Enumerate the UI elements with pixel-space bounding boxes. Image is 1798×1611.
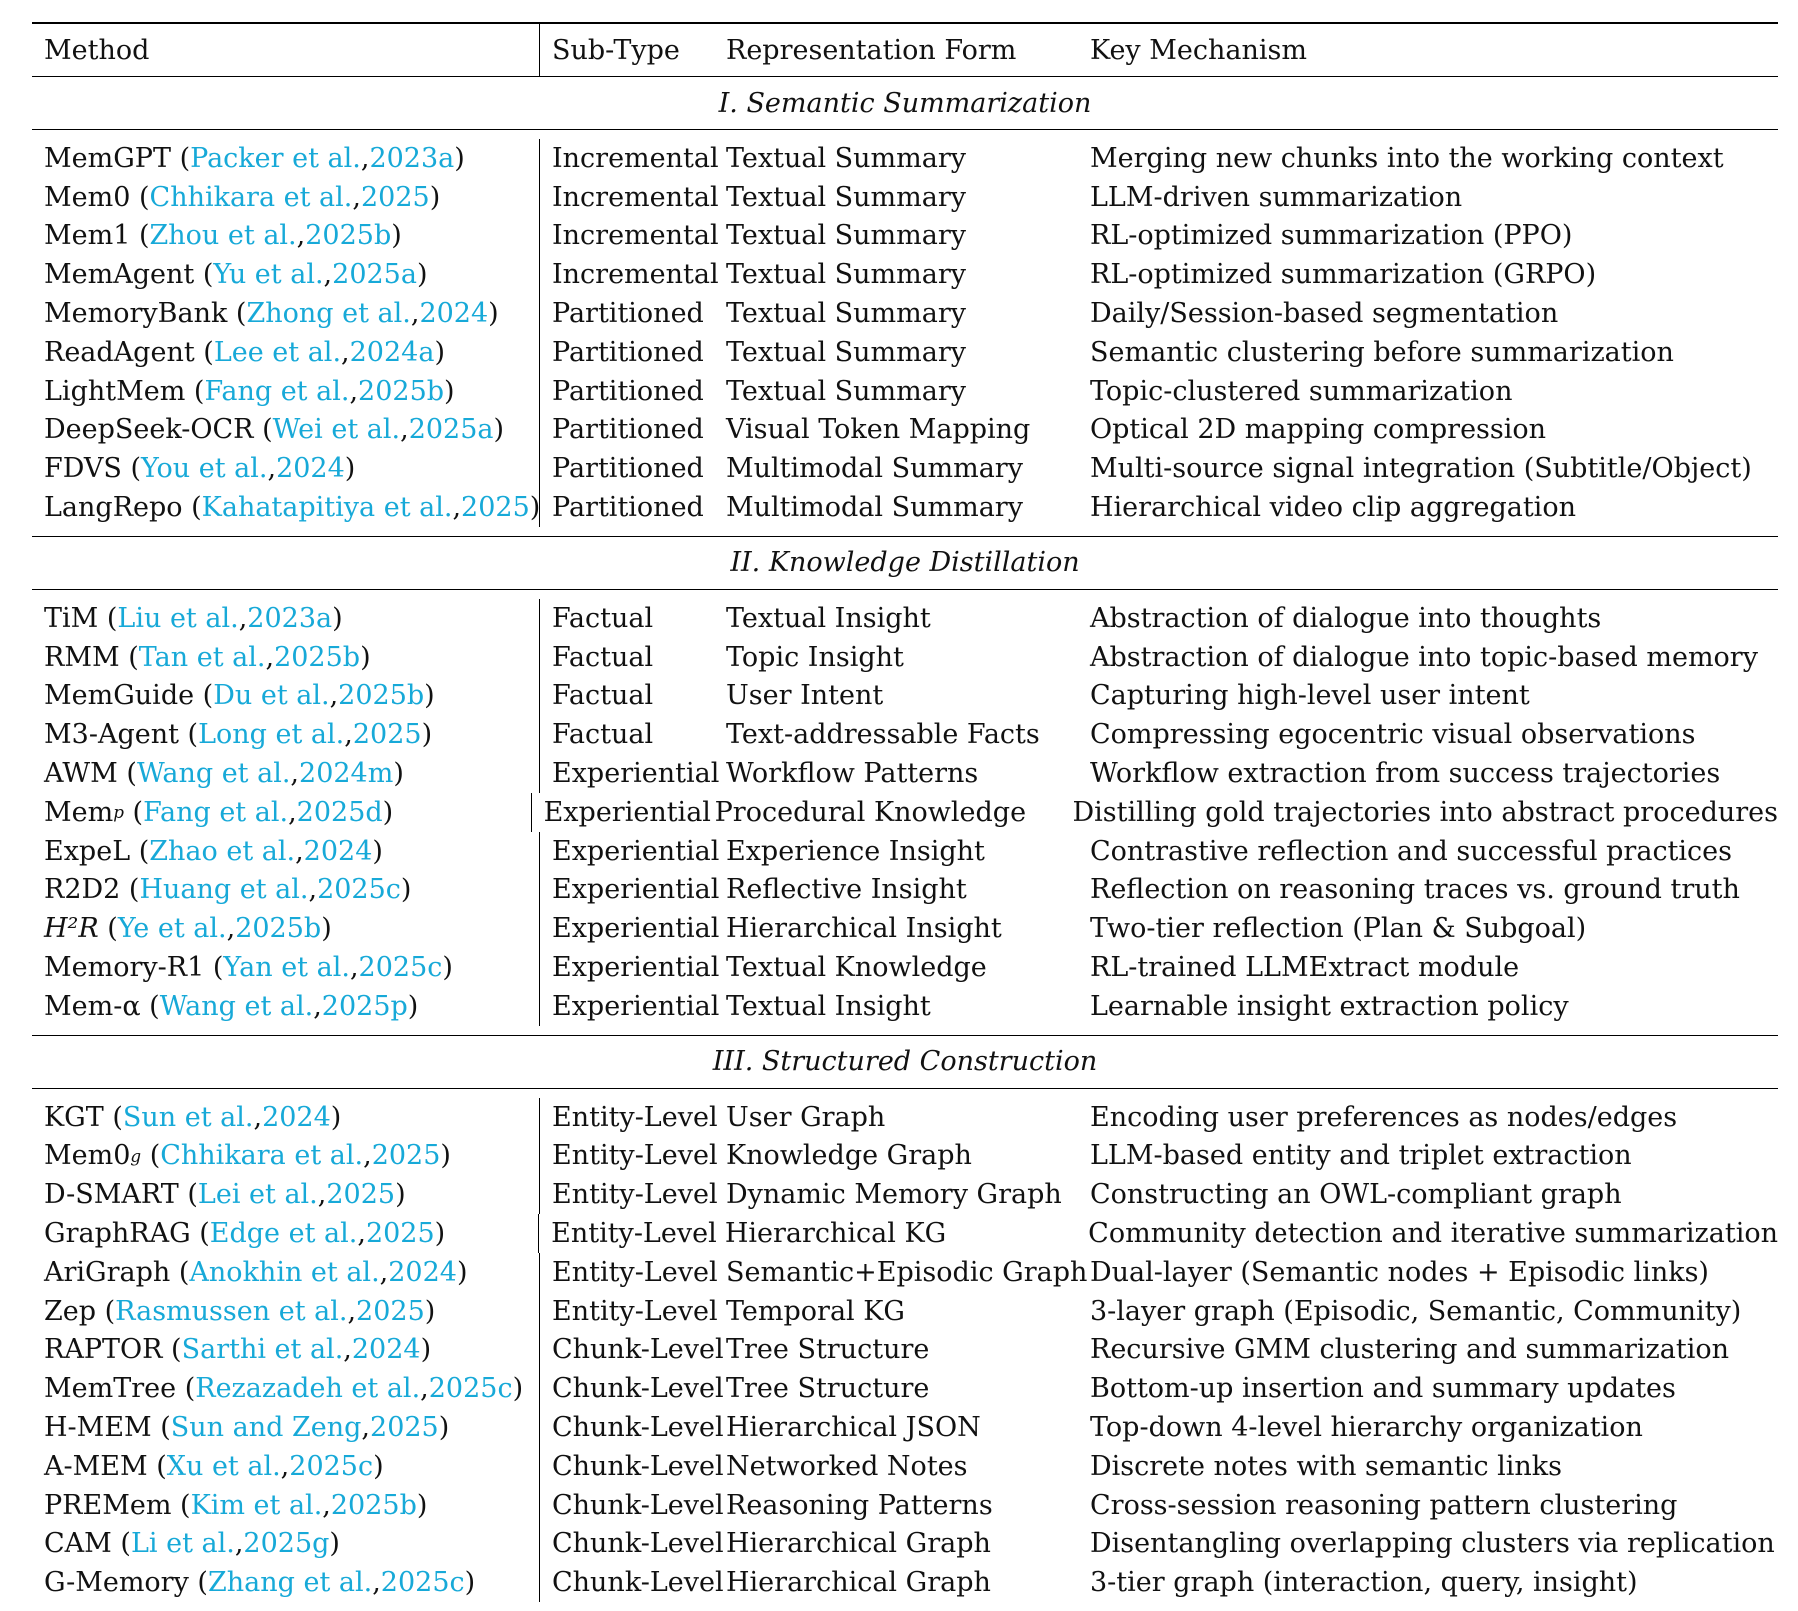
table-row	[32, 677, 1778, 716]
section-title: I. Semantic Summarization	[718, 87, 1092, 119]
table-row	[32, 139, 1778, 178]
citation-authors-link[interactable]: You et al.	[141, 453, 268, 485]
method-name: D-SMART	[44, 1179, 179, 1211]
citation-authors-link[interactable]: Sarthi et al.	[181, 1334, 344, 1366]
method-name: R2D2	[44, 874, 121, 906]
mechanism-cell: Bottom-up insertion and summary updates	[1090, 1373, 1676, 1405]
form-cell: User Intent	[726, 680, 884, 712]
form-cell: Textual Summary	[726, 259, 967, 291]
form-cell: Textual Summary	[726, 375, 967, 407]
method-cell: M3-Agent ( Long et al. , 2025 )	[32, 715, 540, 754]
form-cell: Semantic+Episodic Graph	[726, 1256, 1088, 1288]
table-row	[32, 411, 1778, 450]
method-name: Memory-R1	[44, 952, 205, 984]
mechanism-cell: Abstraction of dialogue into topic-based memory	[1090, 641, 1758, 673]
form-cell: Textual Summary	[726, 181, 967, 213]
method-name: H-MEM	[44, 1412, 152, 1443]
method-cell: ReadAgent ( Lee et al. , 2024a )	[32, 333, 540, 372]
citation-authors-link[interactable]: Liu et al.	[117, 602, 239, 634]
subtype-cell: Incremental	[552, 220, 719, 252]
table-row	[32, 715, 1778, 754]
subtype-cell: Chunk-Level	[552, 1334, 724, 1366]
citation-year-link[interactable]: 2025b	[338, 680, 425, 712]
form-cell: Textual Summary	[726, 298, 967, 330]
method-name: ReadAgent	[44, 336, 195, 368]
section-title: II. Knowledge Distillation	[730, 547, 1080, 579]
table-row	[32, 987, 1778, 1026]
method-name: MemoryBank	[44, 298, 228, 330]
table-row	[32, 372, 1778, 411]
method-cell: PREMem ( Kim et al. , 2025b )	[32, 1486, 540, 1525]
citation-year-link[interactable]: 2025c	[428, 1373, 513, 1405]
form-cell: Hierarchical JSON	[726, 1412, 981, 1443]
citation-year-link[interactable]: 2025b	[274, 641, 361, 673]
subtype-cell: Partitioned	[552, 336, 704, 368]
mechanism-cell: LLM-driven summarization	[1090, 181, 1463, 213]
citation-year-link[interactable]: 2025a	[332, 259, 417, 291]
table-row	[32, 1408, 1778, 1447]
method-cell: D-SMART ( Lei et al. , 2025 )	[32, 1175, 540, 1214]
citation-year-link[interactable]: 2024	[419, 298, 489, 330]
citation-year-link[interactable]: 2025	[326, 1179, 396, 1211]
mechanism-cell: Discrete notes with semantic links	[1090, 1450, 1563, 1482]
form-cell: Tree Structure	[726, 1334, 930, 1366]
table-row	[32, 488, 1778, 527]
mechanism-cell: Two-tier reflection (Plan & Subgoal)	[1090, 913, 1587, 945]
method-cell: RAPTOR ( Sarthi et al. , 2024 )	[32, 1331, 540, 1370]
form-cell: Textual Summary	[726, 336, 967, 368]
citation-authors-link[interactable]: Lei et al.	[197, 1179, 318, 1211]
form-cell: Temporal KG	[726, 1295, 905, 1327]
form-cell: Hierarchical Graph	[726, 1567, 991, 1599]
citation-year-link[interactable]: 2024	[262, 1101, 331, 1133]
citation-authors-link[interactable]: Long et al.	[198, 719, 345, 751]
subtype-cell: Entity-Level	[552, 1140, 718, 1172]
subtype-cell: Incremental	[552, 181, 719, 213]
citation-year-link[interactable]: 2025c	[317, 874, 401, 906]
citation-year-link[interactable]: 2024	[351, 1334, 421, 1366]
method-comparison-table	[32, 22, 1778, 1611]
citation-year-link[interactable]: 2025b	[330, 1489, 417, 1521]
subtype-cell: Experiential	[552, 990, 720, 1022]
subtype-cell: Experiential	[552, 952, 720, 984]
form-cell: Reflective Insight	[726, 874, 967, 906]
citation-year-link[interactable]: 2024	[276, 453, 345, 485]
subtype-cell: Factual	[552, 602, 654, 634]
mechanism-cell: Contrastive reflection and successful practices	[1090, 835, 1733, 867]
citation-year-link[interactable]: 2025c	[289, 1450, 374, 1482]
header-subtype: Sub-Type	[552, 34, 680, 66]
mechanism-cell: Multi-source signal integration (Subtitle/Object)	[1090, 453, 1752, 485]
citation-authors-link[interactable]: Chhikara et al.	[160, 1140, 364, 1172]
form-cell: Multimodal Summary	[726, 453, 1023, 485]
subtype-cell: Entity-Level	[552, 1179, 718, 1211]
mechanism-cell: RL-trained LLMExtract module	[1090, 952, 1520, 984]
method-cell: R2D2 ( Huang et al. , 2025c )	[32, 871, 540, 910]
mechanism-cell: Hierarchical video clip aggregation	[1090, 492, 1576, 524]
subtype-cell: Partitioned	[552, 492, 704, 524]
citation-authors-link[interactable]: Zhong et al.	[246, 298, 411, 330]
subtype-cell: Entity-Level	[552, 1256, 718, 1288]
form-cell: Tree Structure	[726, 1373, 930, 1405]
method-name: MemTree	[44, 1373, 177, 1405]
subtype-cell: Partitioned	[552, 375, 704, 407]
method-name: PREMem	[44, 1489, 172, 1521]
mechanism-cell: Community detection and iterative summarization	[1088, 1218, 1778, 1250]
citation-year-link[interactable]: 2025b	[235, 913, 322, 945]
citation-authors-link[interactable]: Kahatapitiya et al.	[201, 492, 453, 524]
method-name: MemGPT	[44, 142, 171, 174]
header-form: Representation Form	[726, 34, 1017, 66]
subtype-cell: Chunk-Level	[552, 1567, 724, 1599]
citation-authors-link[interactable]: Zhou et al.	[149, 220, 297, 252]
form-cell: Topic Insight	[726, 641, 904, 673]
citation-authors-link[interactable]: Lee et al.	[213, 336, 342, 368]
mechanism-cell: Cross-session reasoning pattern clustering	[1090, 1489, 1678, 1521]
method-name: AWM	[44, 758, 118, 790]
subtype-cell: Chunk-Level	[552, 1412, 724, 1443]
mechanism-cell: Abstraction of dialogue into thoughts	[1090, 602, 1602, 634]
table-row	[32, 294, 1778, 333]
method-cell: MemoryBank ( Zhong et al. , 2024 )	[32, 294, 540, 333]
table-row	[32, 1331, 1778, 1370]
mechanism-cell: 3-layer graph (Episodic, Semantic, Community)	[1090, 1295, 1742, 1327]
method-cell: Mem1 ( Zhou et al. , 2025b )	[32, 217, 540, 256]
mechanism-cell: Optical 2D mapping compression	[1090, 414, 1547, 446]
table-row	[32, 599, 1778, 638]
method-name: Mem0	[44, 181, 131, 213]
table-row	[32, 1447, 1778, 1486]
citation-authors-link[interactable]: Wang et al.	[159, 990, 314, 1022]
citation-year-link[interactable]: 2025a	[408, 414, 494, 446]
method-name: Mem	[44, 796, 114, 828]
citation-authors-link[interactable]: Wang et al.	[136, 758, 291, 790]
citation-authors-link[interactable]: Wei et al.	[272, 414, 401, 446]
subtype-cell: Factual	[552, 719, 654, 751]
citation-authors-link[interactable]: Fang et al.	[204, 375, 350, 407]
citation-year-link[interactable]: 2025	[371, 1140, 441, 1172]
citation-authors-link[interactable]: Ye et al.	[117, 913, 227, 945]
table-row	[32, 217, 1778, 256]
citation-year-link[interactable]: 2024m	[299, 758, 394, 790]
form-cell: Textual Summary	[726, 220, 967, 252]
table-row	[32, 832, 1778, 871]
citation-year-link[interactable]: 2025	[365, 1218, 435, 1250]
table-row	[32, 793, 1778, 832]
method-cell: G-Memory ( Zhang et al. , 2025c )	[32, 1563, 540, 1602]
method-name: ExpeL	[44, 835, 131, 867]
mechanism-cell: Encoding user preferences as nodes/edges	[1090, 1101, 1678, 1133]
mechanism-cell: Distilling gold trajectories into abstract procedures	[1072, 796, 1778, 828]
table-row	[32, 948, 1778, 987]
subtype-cell: Chunk-Level	[552, 1528, 724, 1560]
table-row	[32, 449, 1778, 488]
method-cell: KGT ( Sun et al. , 2024 )	[32, 1098, 540, 1137]
citation-year-link[interactable]: 2025b	[305, 220, 392, 252]
citation-authors-link[interactable]: Huang et al.	[139, 874, 309, 906]
form-cell: Networked Notes	[726, 1450, 968, 1482]
method-cell: A-MEM ( Xu et al. , 2025c )	[32, 1447, 540, 1486]
method-cell: AriGraph ( Anokhin et al. , 2024 )	[32, 1253, 540, 1292]
method-cell: LangRepo ( Kahatapitiya et al. , 2025 )	[32, 488, 540, 527]
method-cell: MemAgent ( Yu et al. , 2025a )	[32, 255, 540, 294]
table-row	[32, 1292, 1778, 1331]
table-row	[32, 1137, 1778, 1176]
citation-year-link[interactable]: 2025g	[243, 1528, 330, 1560]
citation-year-link[interactable]: 2023a	[247, 602, 333, 634]
citation-authors-link[interactable]: Anokhin et al.	[189, 1256, 380, 1288]
citation-year-link[interactable]: 2024a	[349, 336, 435, 368]
method-name: Zep	[44, 1295, 97, 1327]
method-cell: MemTree ( Rezazadeh et al. , 2025c )	[32, 1369, 540, 1408]
header-row	[32, 24, 1778, 76]
citation-authors-link[interactable]: Zhao et al.	[149, 835, 296, 867]
citation-year-link[interactable]: 2025	[360, 181, 430, 213]
mechanism-cell: Recursive GMM clustering and summarization	[1090, 1334, 1729, 1366]
method-cell: AWM ( Wang et al. , 2024m )	[32, 754, 540, 793]
method-cell: RMM ( Tan et al. , 2025b )	[32, 638, 540, 677]
citation-authors-link[interactable]: Rasmussen et al.	[115, 1295, 348, 1327]
form-cell: Multimodal Summary	[726, 492, 1023, 524]
table-row	[32, 1214, 1778, 1253]
mechanism-cell: Compressing egocentric visual observations	[1090, 719, 1696, 751]
citation-year-link[interactable]: 2025	[370, 1412, 439, 1443]
method-cell: MemGPT ( Packer et al. , 2023a )	[32, 139, 540, 178]
method-cell: LightMem ( Fang et al. , 2025b )	[32, 372, 540, 411]
table-row	[32, 1563, 1778, 1602]
subtype-cell: Experiential	[543, 796, 711, 828]
form-cell: Hierarchical Insight	[726, 913, 1002, 945]
citation-authors-link[interactable]: Zhang et al.	[207, 1567, 373, 1599]
form-cell: Visual Token Mapping	[726, 414, 1031, 446]
mechanism-cell: Semantic clustering before summarization	[1090, 336, 1674, 368]
method-cell: GraphRAG ( Edge et al. , 2025 )	[32, 1214, 539, 1253]
citation-authors-link[interactable]: Fang et al.	[143, 796, 289, 828]
method-name: TiM	[44, 602, 99, 634]
mechanism-cell: Learnable insight extraction policy	[1090, 990, 1569, 1022]
mechanism-cell: Daily/Session-based segmentation	[1090, 298, 1559, 330]
method-name: M3-Agent	[44, 719, 179, 751]
method-name: KGT	[44, 1101, 104, 1133]
method-cell: Mem p ( Fang et al. , 2025d )	[32, 793, 532, 832]
method-name: CAM	[44, 1528, 112, 1560]
table-row	[32, 1175, 1778, 1214]
mechanism-cell: Dual-layer (Semantic nodes + Episodic links)	[1090, 1256, 1709, 1288]
method-cell: Mem0 g ( Chhikara et al. , 2025 )	[32, 1137, 540, 1176]
method-name: GraphRAG	[44, 1218, 191, 1250]
method-cell: TiM ( Liu et al. , 2023a )	[32, 599, 540, 638]
citation-year-link[interactable]: 2023a	[369, 142, 455, 174]
method-name: FDVS	[44, 453, 122, 485]
form-cell: Experience Insight	[726, 835, 985, 867]
header-method: Method	[32, 24, 540, 76]
citation-year-link[interactable]: 2025b	[358, 375, 445, 407]
method-name: LangRepo	[44, 492, 183, 524]
method-name: RAPTOR	[44, 1334, 163, 1366]
form-cell: Hierarchical KG	[724, 1218, 947, 1250]
method-name: MemGuide	[44, 680, 195, 712]
citation-authors-link[interactable]: Xu et al.	[166, 1450, 281, 1482]
table-row	[32, 1525, 1778, 1564]
table-row	[32, 909, 1778, 948]
mechanism-cell: Disentangling overlapping clusters via replication	[1090, 1528, 1775, 1560]
method-cell: Mem0 ( Chhikara et al. , 2025 )	[32, 178, 540, 217]
citation-authors-link[interactable]: Sun and Zeng	[170, 1412, 362, 1443]
mechanism-cell: Merging new chunks into the working context	[1090, 142, 1724, 174]
citation-authors-link[interactable]: Kim et al.	[190, 1489, 323, 1521]
table-row	[32, 638, 1778, 677]
form-cell: Knowledge Graph	[726, 1140, 972, 1172]
citation-authors-link[interactable]: Yan et al.	[223, 952, 350, 984]
subtype-cell: Partitioned	[552, 414, 704, 446]
subtype-cell: Entity-Level	[552, 1295, 718, 1327]
form-cell: Textual Summary	[726, 142, 967, 174]
citation-year-link[interactable]: 2024	[388, 1256, 457, 1288]
subtype-cell: Incremental	[552, 142, 719, 174]
citation-authors-link[interactable]: Li et al.	[130, 1528, 235, 1560]
form-cell: Textual Insight	[726, 990, 931, 1022]
subtype-cell: Experiential	[552, 835, 720, 867]
form-cell: Reasoning Patterns	[726, 1489, 993, 1521]
subtype-cell: Entity-Level	[551, 1218, 717, 1250]
sections-container	[32, 76, 1778, 1611]
method-name: LightMem	[44, 375, 186, 407]
form-cell: Procedural Knowledge	[714, 796, 1027, 828]
method-name: DeepSeek-OCR	[44, 414, 254, 446]
subtype-cell: Experiential	[552, 874, 720, 906]
citation-year-link[interactable]: 2025	[356, 1295, 425, 1327]
citation-year-link[interactable]: 2025c	[380, 1567, 465, 1599]
method-name: Mem1	[44, 220, 131, 252]
form-cell: Textual Knowledge	[726, 952, 987, 984]
method-cell: H-MEM ( Sun and Zeng , 2025 )	[32, 1408, 540, 1447]
citation-year-link[interactable]: 2025	[461, 492, 530, 524]
form-cell: Hierarchical Graph	[726, 1528, 991, 1560]
subtype-cell: Partitioned	[552, 453, 704, 485]
method-cell: DeepSeek-OCR ( Wei et al. , 2025a )	[32, 411, 540, 450]
citation-year-link[interactable]: 2025d	[296, 796, 383, 828]
citation-year-link[interactable]: 2024	[303, 835, 373, 867]
mechanism-cell: RL-optimized summarization (PPO)	[1090, 220, 1573, 252]
citation-year-link[interactable]: 2025	[352, 719, 422, 751]
citation-authors-link[interactable]: Rezazadeh et al.	[195, 1373, 421, 1405]
citation-authors-link[interactable]: Packer et al.	[190, 142, 361, 174]
table-row	[32, 333, 1778, 372]
subtype-cell: Chunk-Level	[552, 1450, 724, 1482]
subtype-cell: Entity-Level	[552, 1101, 718, 1133]
form-cell: Textual Insight	[726, 602, 931, 634]
mechanism-cell: 3-tier graph (interaction, query, insight)	[1090, 1567, 1638, 1599]
method-name: AriGraph	[44, 1256, 171, 1288]
section-title: III. Structured Construction	[712, 1046, 1098, 1078]
table-row	[32, 178, 1778, 217]
mechanism-cell: Topic-clustered summarization	[1090, 375, 1513, 407]
method-cell: Memory-R1 ( Yan et al. , 2025c )	[32, 948, 540, 987]
citation-authors-link[interactable]: Sun et al.	[122, 1101, 254, 1133]
citation-authors-link[interactable]: Tan et al.	[138, 641, 266, 673]
header-mechanism: Key Mechanism	[1090, 34, 1307, 66]
method-name: G-Memory	[44, 1567, 189, 1599]
table-row	[32, 1253, 1778, 1292]
citation-year-link[interactable]: 2025p	[321, 990, 408, 1022]
citation-year-link[interactable]: 2025c	[358, 952, 443, 984]
mechanism-cell: Constructing an OWL-compliant graph	[1090, 1179, 1622, 1211]
method-cell: Zep ( Rasmussen et al. , 2025 )	[32, 1292, 540, 1331]
form-cell: Text-addressable Facts	[726, 719, 1040, 751]
citation-authors-link[interactable]: Du et al.	[213, 680, 330, 712]
mechanism-cell: RL-optimized summarization (GRPO)	[1090, 259, 1597, 291]
table-row	[32, 255, 1778, 294]
subtype-cell: Experiential	[552, 758, 720, 790]
table-row	[32, 1486, 1778, 1525]
mechanism-cell: LLM-based entity and triplet extraction	[1090, 1140, 1632, 1172]
form-cell: Workflow Patterns	[726, 758, 979, 790]
form-cell: User Graph	[726, 1101, 886, 1133]
citation-authors-link[interactable]: Yu et al.	[213, 259, 324, 291]
subtype-cell: Incremental	[552, 259, 719, 291]
method-name: H²R	[44, 913, 99, 945]
subtype-cell: Factual	[552, 641, 654, 673]
subtype-cell: Partitioned	[552, 298, 704, 330]
table-row	[32, 871, 1778, 910]
method-cell: ExpeL ( Zhao et al. , 2024 )	[32, 832, 540, 871]
subtype-cell: Factual	[552, 680, 654, 712]
method-cell: FDVS ( You et al. , 2024 )	[32, 449, 540, 488]
table-row	[32, 754, 1778, 793]
table-row	[32, 1098, 1778, 1137]
form-cell: Dynamic Memory Graph	[726, 1179, 1062, 1211]
mechanism-cell: Top-down 4-level hierarchy organization	[1090, 1412, 1643, 1443]
citation-authors-link[interactable]: Chhikara et al.	[149, 181, 353, 213]
method-name: Mem0	[44, 1140, 131, 1172]
method-cell: Mem-α ( Wang et al. , 2025p )	[32, 987, 540, 1026]
method-cell: CAM ( Li et al. , 2025g )	[32, 1525, 540, 1564]
subtype-cell: Chunk-Level	[552, 1489, 724, 1521]
method-cell: MemGuide ( Du et al. , 2025b )	[32, 677, 540, 716]
mechanism-cell: Workflow extraction from success trajectories	[1090, 758, 1721, 790]
table-row	[32, 1369, 1778, 1408]
subtype-cell: Chunk-Level	[552, 1373, 724, 1405]
mechanism-cell: Capturing high-level user intent	[1090, 680, 1530, 712]
method-name: MemAgent	[44, 259, 195, 291]
mechanism-cell: Reflection on reasoning traces vs. ground truth	[1090, 874, 1740, 906]
method-name: A-MEM	[44, 1450, 148, 1482]
citation-authors-link[interactable]: Edge et al.	[209, 1218, 358, 1250]
method-name: Mem-α	[44, 990, 141, 1022]
method-cell: H²R ( Ye et al. , 2025b )	[32, 909, 540, 948]
method-name: RMM	[44, 641, 120, 673]
subtype-cell: Experiential	[552, 913, 720, 945]
